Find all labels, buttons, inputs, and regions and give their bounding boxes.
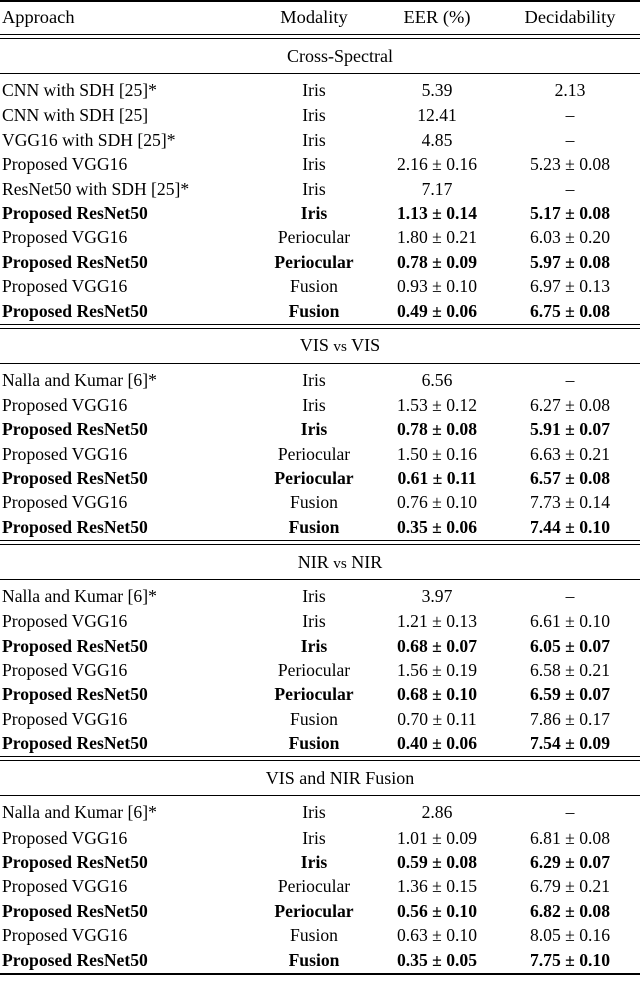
cell-modality: Fusion <box>288 733 340 754</box>
cell-eer: 1.56 ± 0.19 <box>396 660 478 681</box>
group-header-row <box>0 761 640 796</box>
cell-approach: Proposed ResNet50 <box>2 733 148 754</box>
group-header-vs: vs <box>333 338 347 356</box>
cell-decidability: 6.75 ± 0.08 <box>529 300 611 321</box>
cell-eer: 0.93 ± 0.10 <box>396 276 478 297</box>
cell-decidability: 6.03 ± 0.20 <box>529 227 611 248</box>
cell-decidability: 5.97 ± 0.08 <box>529 251 611 272</box>
cell-eer: 1.01 ± 0.09 <box>396 827 478 848</box>
cell-modality: Fusion <box>290 925 338 946</box>
cell-modality: Iris <box>302 827 326 848</box>
cell-decidability: – <box>565 105 575 126</box>
group-header-row <box>0 328 640 363</box>
cell-approach: Proposed VGG16 <box>2 611 128 632</box>
cell-eer: 0.56 ± 0.10 <box>396 900 478 921</box>
cell-modality: Periocular <box>274 468 354 489</box>
table-row <box>0 275 640 299</box>
table-row <box>0 74 640 104</box>
cell-modality: Periocular <box>277 227 351 248</box>
cell-eer: 0.76 ± 0.10 <box>396 492 478 513</box>
cell-decidability: 2.13 <box>554 80 586 101</box>
cell-eer: 0.59 ± 0.08 <box>396 851 478 872</box>
cell-decidability: 6.29 ± 0.07 <box>529 851 611 872</box>
cell-approach: Proposed VGG16 <box>2 227 128 248</box>
table-row <box>0 875 640 899</box>
cell-modality: Iris <box>302 394 326 415</box>
cell-eer: 0.35 ± 0.06 <box>396 516 478 537</box>
cell-eer: 4.85 <box>421 129 453 150</box>
cell-decidability: 7.44 ± 0.10 <box>529 516 611 537</box>
table-row <box>0 250 640 274</box>
column-header-approach: Approach <box>2 6 75 27</box>
cell-approach: Proposed ResNet50 <box>2 468 148 489</box>
cell-eer: 0.35 ± 0.05 <box>396 949 478 970</box>
cell-eer: 1.50 ± 0.16 <box>396 443 478 464</box>
cell-approach: Proposed ResNet50 <box>2 900 148 921</box>
table-row <box>0 128 640 152</box>
cell-modality: Iris <box>302 369 326 390</box>
cell-modality: Iris <box>302 586 326 607</box>
table-row <box>0 202 640 226</box>
table-header-row <box>0 2 640 35</box>
cell-modality: Iris <box>300 635 328 656</box>
cell-approach: Proposed ResNet50 <box>2 949 148 970</box>
table-row <box>0 299 640 324</box>
column-header-modality: Modality <box>280 6 348 27</box>
column-header-decidability: Decidability <box>524 6 616 27</box>
table-row <box>0 948 640 973</box>
cell-approach: Proposed ResNet50 <box>2 419 148 440</box>
table-row <box>0 732 640 757</box>
group-header-label: VIS and NIR Fusion <box>265 768 415 789</box>
cell-eer: 2.86 <box>421 802 453 823</box>
group-header-row <box>0 39 640 74</box>
cell-eer: 0.40 ± 0.06 <box>396 733 478 754</box>
group-header-label: VIS vs VIS <box>299 335 381 356</box>
cell-modality: Iris <box>300 851 328 872</box>
table-row <box>0 442 640 466</box>
cell-approach: CNN with SDH [25]* <box>2 80 157 101</box>
cell-decidability: – <box>565 178 575 199</box>
cell-approach: Proposed VGG16 <box>2 708 128 729</box>
cell-modality: Periocular <box>274 900 354 921</box>
cell-approach: Proposed ResNet50 <box>2 300 148 321</box>
cell-eer: 6.56 <box>421 369 453 390</box>
table-row <box>0 610 640 634</box>
cell-decidability: 7.73 ± 0.14 <box>529 492 611 513</box>
table-row <box>0 707 640 731</box>
cell-approach: Proposed ResNet50 <box>2 516 148 537</box>
cell-decidability: – <box>565 129 575 150</box>
cell-approach: Proposed ResNet50 <box>2 635 148 656</box>
cell-decidability: 6.63 ± 0.21 <box>529 443 611 464</box>
cell-modality: Fusion <box>290 276 338 297</box>
group-header-label: NIR vs NIR <box>297 551 383 572</box>
table-row <box>0 104 640 128</box>
cell-eer: 1.80 ± 0.21 <box>396 227 478 248</box>
cell-approach: Proposed VGG16 <box>2 394 128 415</box>
cell-decidability: 5.91 ± 0.07 <box>529 419 611 440</box>
table-row <box>0 364 640 394</box>
cell-decidability: 6.27 ± 0.08 <box>529 394 611 415</box>
table-row <box>0 580 640 610</box>
cell-modality: Fusion <box>288 949 340 970</box>
cell-eer: 0.61 ± 0.11 <box>397 468 477 489</box>
cell-modality: Iris <box>302 178 326 199</box>
cell-decidability: 7.75 ± 0.10 <box>529 949 611 970</box>
cell-decidability: 6.79 ± 0.21 <box>529 876 611 897</box>
table-row <box>0 153 640 177</box>
cell-eer: 0.70 ± 0.11 <box>397 708 477 729</box>
cell-eer: 0.68 ± 0.10 <box>396 684 478 705</box>
cell-approach: Nalla and Kumar [6]* <box>2 586 157 607</box>
cell-approach: Proposed VGG16 <box>2 925 128 946</box>
group-header-vs: vs <box>333 554 347 572</box>
cell-modality: Fusion <box>290 492 338 513</box>
cell-approach: Proposed VGG16 <box>2 876 128 897</box>
cell-modality: Periocular <box>274 684 354 705</box>
cell-eer: 0.68 ± 0.07 <box>396 635 478 656</box>
cell-modality: Iris <box>302 80 326 101</box>
table-row <box>0 491 640 515</box>
cell-approach: Proposed ResNet50 <box>2 684 148 705</box>
cell-modality: Iris <box>302 611 326 632</box>
cell-approach: VGG16 with SDH [25]* <box>2 129 176 150</box>
table-row <box>0 394 640 418</box>
table-row <box>0 467 640 491</box>
cell-approach: Proposed VGG16 <box>2 492 128 513</box>
cell-decidability: 6.58 ± 0.21 <box>529 660 611 681</box>
cell-modality: Iris <box>302 129 326 150</box>
cell-decidability: 8.05 ± 0.16 <box>529 925 611 946</box>
table-bottom-rule <box>0 974 640 975</box>
cell-approach: Proposed ResNet50 <box>2 251 148 272</box>
cell-eer: 12.41 <box>417 105 457 126</box>
cell-decidability: 6.61 ± 0.10 <box>529 611 611 632</box>
cell-approach: Nalla and Kumar [6]* <box>2 802 157 823</box>
table-row <box>0 683 640 707</box>
cell-modality: Fusion <box>288 516 340 537</box>
cell-decidability: – <box>565 802 575 823</box>
table-row <box>0 177 640 201</box>
caption-remnant <box>0 0 640 1</box>
cell-modality: Fusion <box>290 708 338 729</box>
cell-decidability: 5.23 ± 0.08 <box>529 154 611 175</box>
cell-modality: Iris <box>302 105 326 126</box>
cell-decidability: – <box>565 369 575 390</box>
cell-modality: Fusion <box>288 300 340 321</box>
cell-eer: 0.78 ± 0.09 <box>396 251 478 272</box>
table-row <box>0 899 640 923</box>
cell-decidability: 6.97 ± 0.13 <box>529 276 611 297</box>
table-row <box>0 659 640 683</box>
cell-decidability: 6.59 ± 0.07 <box>529 684 611 705</box>
cell-approach: Proposed VGG16 <box>2 276 128 297</box>
cell-approach: ResNet50 with SDH [25]* <box>2 178 190 199</box>
cell-eer: 0.63 ± 0.10 <box>396 925 478 946</box>
cell-modality: Periocular <box>274 251 354 272</box>
cell-eer: 1.36 ± 0.15 <box>396 876 478 897</box>
cell-approach: Nalla and Kumar [6]* <box>2 369 157 390</box>
cell-modality: Iris <box>302 802 326 823</box>
cell-decidability: 7.86 ± 0.17 <box>529 708 611 729</box>
table-row <box>0 226 640 250</box>
cell-modality: Periocular <box>277 660 351 681</box>
table-row <box>0 418 640 442</box>
table-row <box>0 851 640 875</box>
cell-approach: CNN with SDH [25] <box>2 105 149 126</box>
cell-modality: Periocular <box>277 443 351 464</box>
cell-eer: 1.53 ± 0.12 <box>396 394 478 415</box>
cell-approach: Proposed ResNet50 <box>2 851 148 872</box>
cell-eer: 5.39 <box>421 80 453 101</box>
cell-decidability: 7.54 ± 0.09 <box>529 733 611 754</box>
cell-eer: 1.21 ± 0.13 <box>396 611 478 632</box>
cell-approach: Proposed ResNet50 <box>2 202 148 223</box>
cell-modality: Periocular <box>277 876 351 897</box>
group-header-label: Cross-Spectral <box>287 46 393 66</box>
cell-decidability: 5.17 ± 0.08 <box>529 202 611 223</box>
cell-eer: 0.78 ± 0.08 <box>396 419 478 440</box>
cell-eer: 2.16 ± 0.16 <box>396 154 478 175</box>
cell-eer: 7.17 <box>421 178 453 199</box>
cell-approach: Proposed VGG16 <box>2 660 128 681</box>
cell-eer: 3.97 <box>421 586 453 607</box>
cell-decidability: 6.81 ± 0.08 <box>529 827 611 848</box>
cell-modality: Iris <box>300 419 328 440</box>
table-row <box>0 634 640 658</box>
cell-eer: 1.13 ± 0.14 <box>396 202 478 223</box>
cell-modality: Iris <box>300 202 328 223</box>
table-row <box>0 515 640 540</box>
cell-decidability: 6.05 ± 0.07 <box>529 635 611 656</box>
cell-decidability: 6.57 ± 0.08 <box>529 468 611 489</box>
cell-decidability: – <box>565 586 575 607</box>
cell-approach: Proposed VGG16 <box>2 827 128 848</box>
table-row <box>0 924 640 948</box>
cell-eer: 0.49 ± 0.06 <box>396 300 478 321</box>
table-row <box>0 796 640 826</box>
cell-approach: Proposed VGG16 <box>2 154 128 175</box>
table-bottom-rule-cell <box>0 974 640 975</box>
table-row <box>0 826 640 850</box>
cell-modality: Iris <box>302 154 326 175</box>
group-header-row <box>0 544 640 579</box>
cell-approach: Proposed VGG16 <box>2 443 128 464</box>
column-header-eer: EER (%) <box>403 6 471 27</box>
cell-decidability: 6.82 ± 0.08 <box>529 900 611 921</box>
